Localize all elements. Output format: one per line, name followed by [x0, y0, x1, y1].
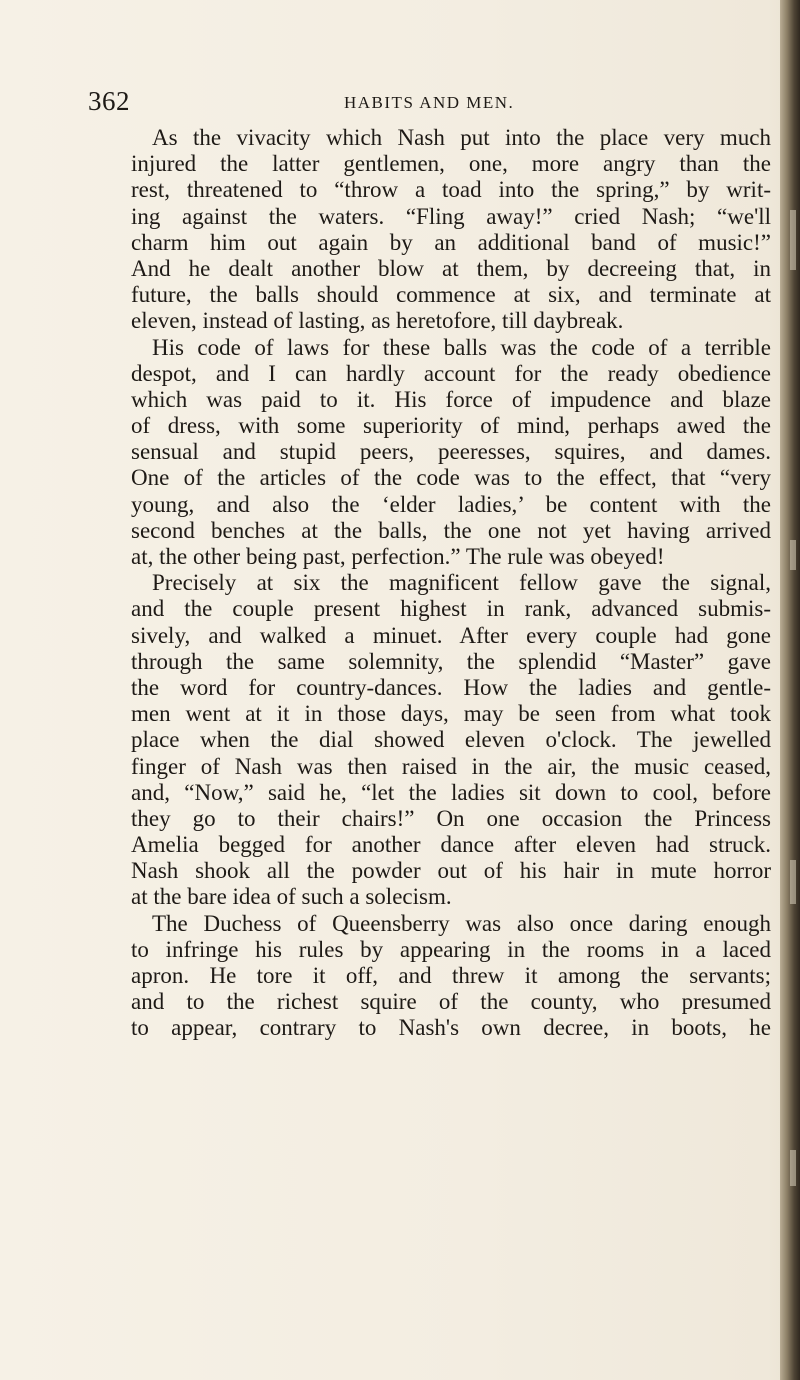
body-text — [131, 125, 771, 1042]
paragraph — [131, 125, 771, 335]
text-line: future, the balls should commence at six, and terminate at — [131, 282, 771, 308]
text-line: second benches at the balls, the one not yet having arrived — [131, 517, 771, 543]
text-line: and the couple present highest in rank, advanced submis- — [131, 596, 771, 622]
text-line: sensual and stupid peers, peeresses, squires, and dames. — [131, 439, 771, 465]
text-line: young, and also the ‘elder ladies,’ be content with the — [131, 491, 771, 517]
text-line: Amelia begged for another dance after eleven had struck. — [131, 832, 771, 858]
text-line: men went at it in those days, may be seen from what took — [131, 701, 771, 727]
book-spine-shadow — [780, 0, 800, 1380]
text-line: at the bare idea of such a solecism. — [131, 884, 452, 910]
paragraph — [131, 911, 771, 1042]
text-line: and, “Now,” said he, “let the ladies sit down to cool, before — [131, 779, 771, 805]
text-line: of dress, with some superiority of mind, perhaps awed the — [131, 413, 771, 439]
text-line: And he dealt another blow at them, by decreeing that, in — [131, 255, 771, 281]
running-head: HABITS AND MEN. — [344, 93, 515, 112]
text-line: rest, threatened to “throw a toad into the spring,” by writ- — [131, 177, 771, 203]
text-line: eleven, instead of lasting, as heretofore, till daybreak. — [131, 308, 624, 334]
text-line: Precisely at six the magnificent fellow gave the signal, — [152, 570, 771, 596]
text-line: despot, and I can hardly account for the ready obedience — [131, 360, 771, 386]
text-line: finger of Nash was then raised in the air, the music ceased, — [131, 753, 771, 779]
text-line: As the vivacity which Nash put into the place very much — [152, 125, 771, 150]
text-line: sively, and walked a minuet. After every couple had gone — [131, 622, 771, 648]
text-line: apron. He tore it off, and threw it among the servants; — [131, 963, 771, 988]
text-line: and to the richest squire of the county, who presumed — [131, 989, 771, 1015]
paragraph — [131, 570, 771, 910]
text-line: which was paid to it. His force of impudence and blaze — [131, 386, 771, 412]
text-line: at, the other being past, perfection.” The rule was obeyed! — [131, 544, 665, 569]
text-line: charm him out again by an additional band of music!” — [131, 229, 771, 255]
text-line: the word for country-dances. How the ladies and gentle- — [131, 674, 771, 700]
page-header — [0, 84, 800, 118]
text-line: through the same solemnity, the splendid “Master” gave — [131, 648, 771, 674]
paragraph — [131, 335, 771, 571]
text-line: to infringe his rules by appearing in the rooms in a laced — [131, 936, 771, 962]
text-line: Nash shook all the powder out of his hair in mute horror — [131, 858, 771, 884]
text-line: ing against the waters. “Fling away!” cried Nash; “we'll — [131, 203, 771, 229]
text-line: they go to their chairs!” On one occasion the Princess — [131, 805, 771, 831]
text-line: place when the dial showed eleven o'clock. The jewelled — [131, 727, 771, 753]
text-line: His code of laws for these balls was the code of a terrible — [152, 334, 771, 360]
text-line: to appear, contrary to Nash's own decree, in boots, he — [131, 1015, 771, 1041]
text-line: injured the latter gentlemen, one, more angry than the — [131, 151, 771, 177]
text-line: The Duchess of Queensberry was also once daring enough — [152, 910, 771, 936]
text-line: One of the articles of the code was to the effect, that “very — [131, 465, 771, 491]
page-number: 362 — [88, 86, 130, 116]
